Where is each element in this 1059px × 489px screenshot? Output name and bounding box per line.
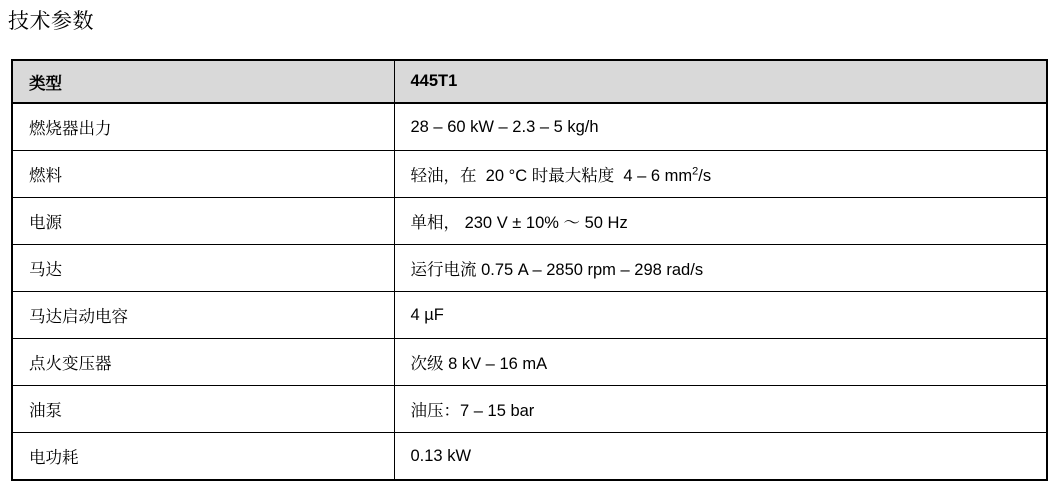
row-value-suffix: /s — [698, 167, 712, 185]
row-value-superscript: 2 — [692, 165, 699, 178]
row-value — [394, 151, 1047, 198]
technical-specifications-table — [11, 59, 1048, 481]
row-label: 油泵 — [12, 386, 394, 433]
table-row — [12, 386, 1047, 433]
row-label: 马达 — [12, 245, 394, 292]
page-title: 技术参数 — [8, 10, 94, 33]
row-label: 电源 — [12, 198, 394, 245]
table-header — [12, 60, 1047, 103]
row-label: 马达启动电容 — [12, 292, 394, 339]
row-value: 次级 8 kV – 16 mA — [394, 339, 1047, 386]
row-label: 电功耗 — [12, 433, 394, 481]
document-page — [0, 8, 1059, 489]
table-row — [12, 292, 1047, 339]
table-body — [12, 103, 1047, 480]
table-row — [12, 245, 1047, 292]
column-header-model: 445T1 — [394, 60, 1047, 103]
table-header-row — [12, 60, 1047, 103]
column-header-type: 类型 — [12, 60, 394, 103]
table-row — [12, 433, 1047, 481]
row-value: 4 µF — [394, 292, 1047, 339]
row-label: 燃料 — [12, 151, 394, 198]
table-row — [12, 151, 1047, 198]
row-value: 单相， 230 V ± 10% ～ 50 Hz — [394, 198, 1047, 245]
table-row — [12, 103, 1047, 151]
row-value: 运行电流 0.75 A – 2850 rpm – 298 rad/s — [394, 245, 1047, 292]
row-label: 燃烧器出力 — [12, 103, 394, 151]
row-value-text — [411, 162, 1031, 186]
row-value: 0.13 kW — [394, 433, 1047, 481]
table-row — [12, 339, 1047, 386]
table-row — [12, 198, 1047, 245]
row-value: 油压：7 – 15 bar — [394, 386, 1047, 433]
row-label: 点火变压器 — [12, 339, 394, 386]
row-value: 28 – 60 kW – 2.3 – 5 kg/h — [394, 103, 1047, 151]
row-value-prefix: 轻油，在 20 °C 时最大粘度 4 – 6 mm — [410, 167, 693, 185]
